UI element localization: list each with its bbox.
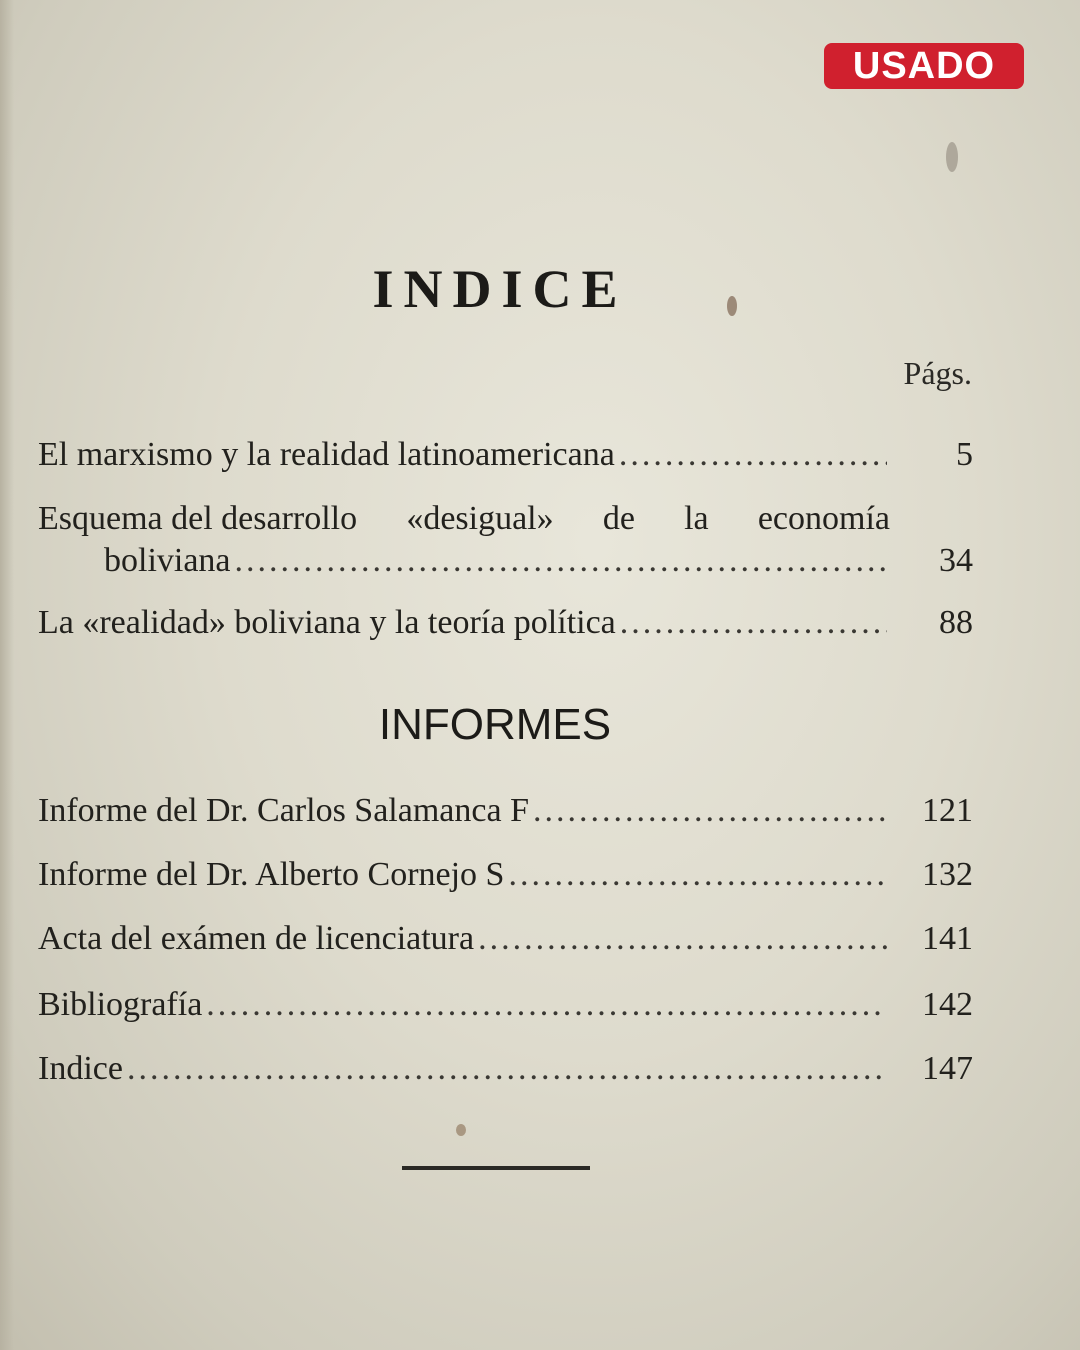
- toc-entry-word: economía: [757, 500, 890, 537]
- paper-stain: [727, 296, 737, 316]
- dot-leader: [620, 604, 887, 642]
- informes-entry: [38, 1050, 973, 1094]
- dot-leader: [619, 436, 887, 474]
- informes-heading: INFORMES: [378, 700, 612, 749]
- dot-leader: [478, 920, 887, 958]
- informes-entry-page: 132: [922, 856, 973, 893]
- index-title: INDICE: [372, 259, 628, 319]
- informes-entry-page: 141: [922, 920, 973, 957]
- informes-entry-title: Indice: [38, 1050, 123, 1087]
- informes-entry-page: 147: [922, 1050, 973, 1087]
- end-rule: [402, 1166, 590, 1170]
- toc-entry-word: la: [684, 500, 709, 537]
- dot-leader: [235, 542, 887, 580]
- toc-entry-title: El marxismo y la realidad latinoamericana: [38, 436, 615, 473]
- informes-entry: [38, 856, 973, 900]
- dot-leader: [206, 986, 887, 1024]
- informes-entry: [38, 920, 973, 964]
- informes-entry: [38, 986, 973, 1030]
- paper-stain: [456, 1124, 466, 1136]
- toc-entry-title: La «realidad» boliviana y la teoría política: [38, 604, 616, 641]
- informes-entry-title: Informe del Dr. Alberto Cornejo S: [38, 856, 505, 893]
- toc-entry-word: «desigual»: [406, 500, 554, 537]
- informes-entry-page: 121: [922, 792, 973, 829]
- toc-entry-line1: [38, 500, 890, 538]
- used-badge: USADO: [824, 43, 1024, 89]
- toc-entry-page: 34: [939, 542, 973, 579]
- page-edge-shadow: [0, 0, 14, 1350]
- toc-entry: [104, 542, 973, 586]
- toc-entry: [38, 604, 973, 648]
- toc-entry-page: 88: [939, 604, 973, 641]
- informes-entry-title: Informe del Dr. Carlos Salamanca F: [38, 792, 529, 829]
- dot-leader: [127, 1050, 887, 1088]
- informes-entry-title: Bibliografía: [38, 986, 203, 1023]
- toc-entry: [38, 436, 973, 480]
- toc-entry-word: de: [602, 500, 635, 537]
- toc-entry-title: boliviana: [104, 542, 231, 579]
- dot-leader: [533, 792, 887, 830]
- informes-entry-page: 142: [922, 986, 973, 1023]
- toc-entry-word: Esquema del desarrollo: [38, 500, 358, 537]
- pages-column-label: Págs.: [903, 355, 972, 391]
- dot-leader: [508, 856, 887, 894]
- paper-stain: [946, 142, 958, 172]
- toc-entry-page: 5: [956, 436, 973, 473]
- informes-entry: [38, 792, 973, 836]
- informes-entry-title: Acta del exámen de licenciatura: [38, 920, 475, 957]
